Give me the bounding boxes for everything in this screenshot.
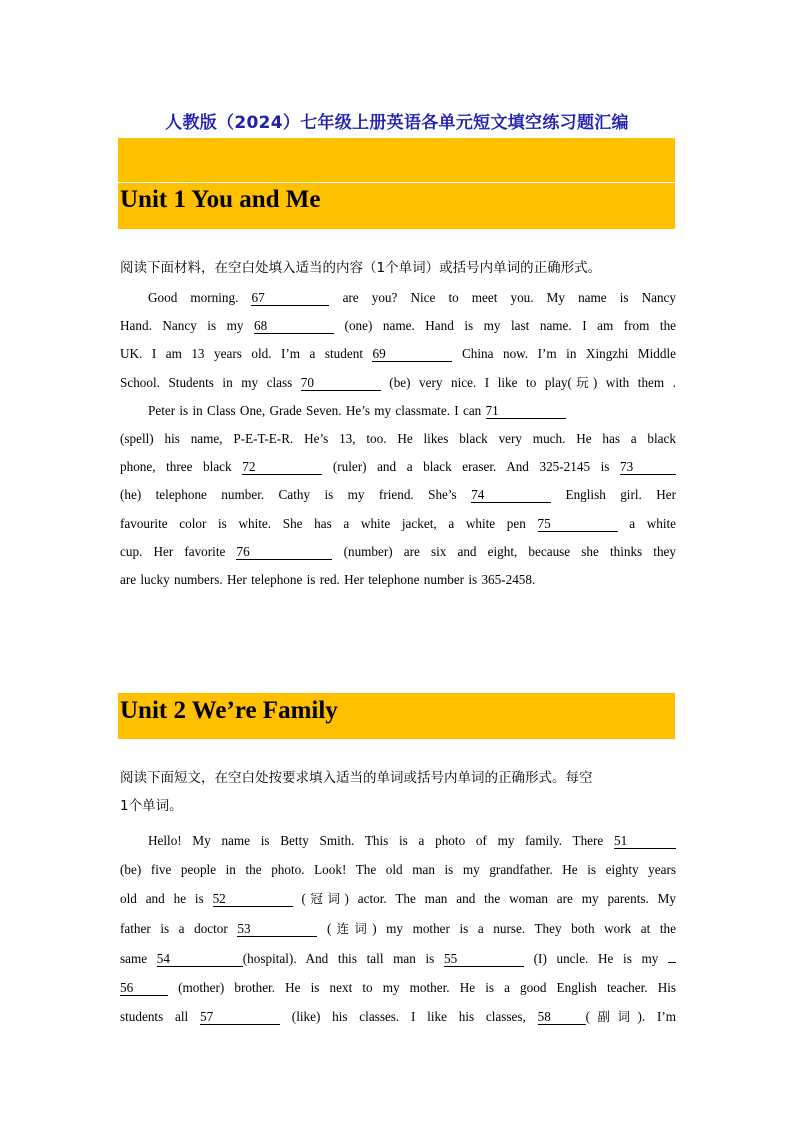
blank-55[interactable]: 55 [444,951,524,967]
unit2-instruction-line1: 阅读下面短文，在空白处按要求填入适当的单词或括号内单词的正确形式。每空 [120,770,593,786]
blank-57[interactable]: 57 [200,1009,280,1025]
blank-56-lead [668,962,676,963]
unit2-passage [120,826,676,1031]
passage-line: phone, three black 72 (ruler) and a black eraser. And 325-2145 is 73 [120,453,676,481]
header-band-top [118,138,675,182]
passage-line: UK. I am 13 years old. I’m a student 69 China now. I’m in Xingzhi Middle [120,346,677,362]
blank-71[interactable]: 71 [486,403,566,419]
blank-72[interactable]: 72 [242,459,322,475]
passage-line: same 54 (hospital). And this tall man is 55 (I) uncle. He is my [120,944,676,973]
blank-58[interactable]: 58 [538,1009,586,1025]
blank-53[interactable]: 53 [237,921,317,937]
unit2-instruction [120,764,680,820]
blank-75[interactable]: 75 [538,516,618,532]
blank-52[interactable]: 52 [213,891,293,907]
passage-line: Peter is in Class One, Grade Seven. He’s my classmate. I can 71 [120,397,676,425]
blank-54[interactable]: 54 [157,951,243,967]
blank-70[interactable]: 70 [301,375,381,391]
blank-73[interactable]: 73 [620,459,676,475]
unit1-heading: Unit 1 You and Me [120,186,321,213]
unit1-passage [120,284,676,594]
unit1-instruction: 阅读下面材料，在空白处填入适当的内容（1个单词）或括号内单词的正确形式。 [120,260,602,276]
passage-line: are lucky numbers. Her telephone is red. Her telephone number is 365-2458. [120,571,536,587]
passage-line: (be) five people in the photo. Look! The old man is my grandfather. He is eighty years [120,862,676,877]
passage-line: father is a doctor 53 (连词) my mother is a nurse. They both work at the [120,921,677,936]
unit2-instruction-line2: 1个单词。 [120,798,183,814]
passage-line: (spell) his name, P-E-T-E-R. He’s 13, too. He likes black very much. He has a black [120,430,676,446]
blank-56[interactable]: 56 [120,980,168,996]
passage-line: Hello! My name is Betty Smith. This is a photo of my family. There 51 [120,826,676,855]
passage-line: 56 (mother) brother. He is next to my mother. He is a good English teacher. His [120,980,677,995]
passage-line: students all 57 (like) his classes. I like his classes, 58 (副词). I’m [120,1009,677,1024]
passage-line: (he) telephone number. Cathy is my friend. She’s 74 English girl. Her [120,487,677,503]
blank-74[interactable]: 74 [471,487,551,503]
blank-68[interactable]: 68 [254,318,334,334]
passage-line: old and he is 52 (冠词) actor. The man and the woman are my parents. My [120,891,677,906]
blank-76[interactable]: 76 [236,544,332,560]
blank-51[interactable]: 51 [614,833,676,849]
passage-line: cup. Her favorite 76 (number) are six and eight, because she thinks they [120,543,677,559]
passage-line: School. Students in my class 70 (be) very nice. I like to play(玩) with them . [120,374,676,390]
blank-67[interactable]: 67 [251,290,329,306]
document-title: 人教版（2024）七年级上册英语各单元短文填空练习题汇编 [165,113,629,133]
unit2-heading: Unit 2 We’re Family [120,697,338,724]
passage-line: favourite color is white. She has a white jacket, a white pen 75 a white [120,515,677,531]
blank-69[interactable]: 69 [372,346,452,362]
passage-line: Hand. Nancy is my 68 (one) name. Hand is my last name. I am from the [120,318,677,334]
passage-line: Good morning. 67 are you? Nice to meet you. My name is Nancy [148,290,677,305]
